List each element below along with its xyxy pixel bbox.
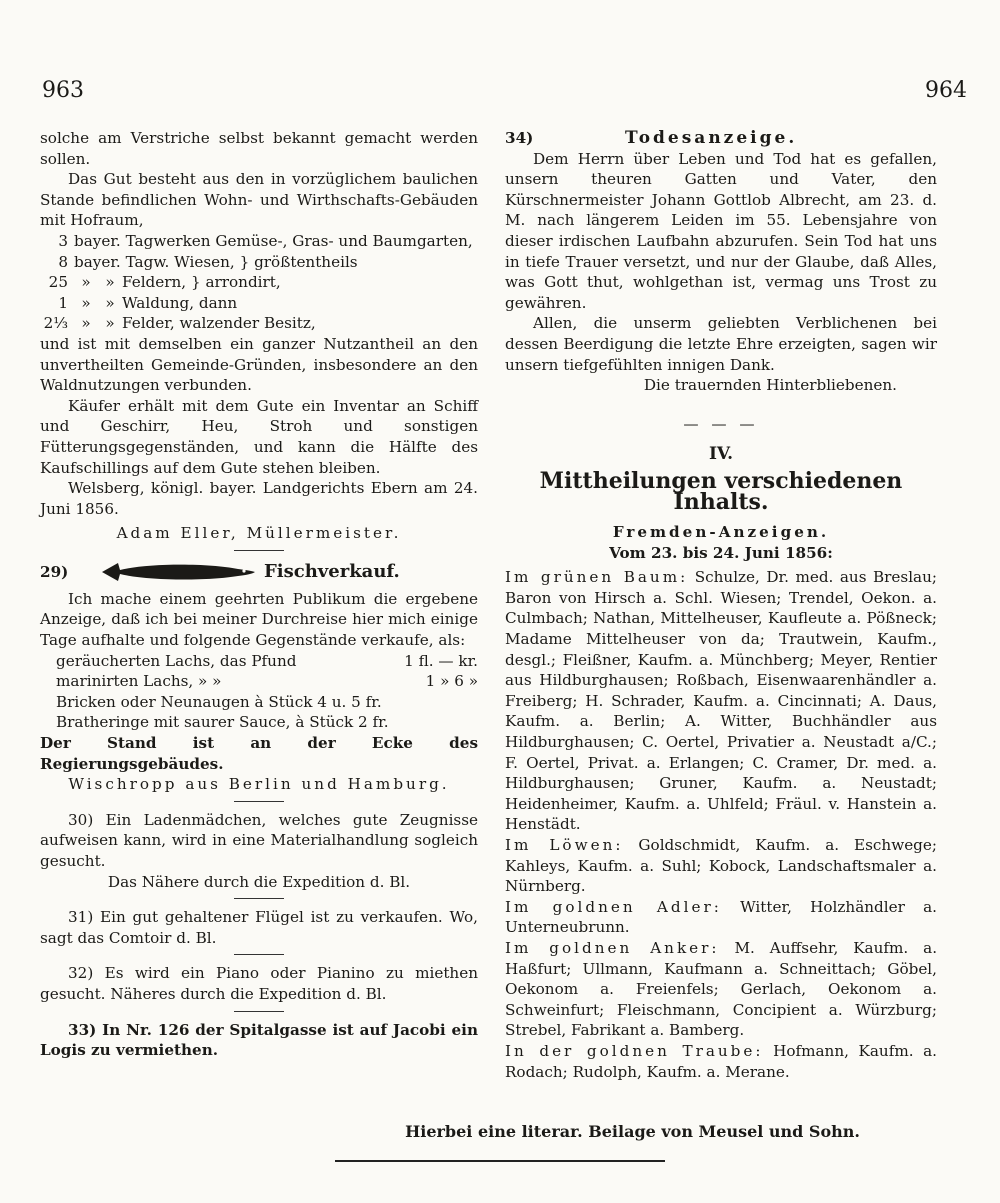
holding-row bbox=[40, 252, 478, 273]
divider bbox=[234, 954, 284, 955]
hotel-entry bbox=[505, 1041, 937, 1082]
ad-number: 34) bbox=[505, 129, 534, 147]
page-number-right: 964 bbox=[925, 78, 967, 103]
share-text: und ist mit demselben ein ganzer Nutzantheil an den unvertheilten Gemeinde-Gründen, insbesondere an den Waldnutzungen verbunden. bbox=[40, 334, 478, 395]
fish-seller: Wischropp aus Berlin und Hamburg. bbox=[68, 775, 450, 794]
divider bbox=[234, 1011, 284, 1012]
ad-33: 33) In Nr. 126 der Spitalgasse ist auf Jacobi ein Logis zu vermiethen. bbox=[40, 1020, 478, 1060]
fish-ad-header bbox=[40, 559, 478, 585]
price-row bbox=[56, 692, 478, 713]
price-item: Bratheringe mit saurer Sauce, à Stück 2 fr. bbox=[56, 713, 389, 732]
ditto-mark: » bbox=[81, 314, 91, 333]
holding-row bbox=[40, 313, 478, 334]
fish-icon bbox=[98, 559, 258, 585]
fish-ad-body: Ich mache einem geehrten Publikum die ergebene Anzeige, daß ich bei meiner Durchreise hier mich einige Tage aufhalte und folgende Gegenstände verkaufe, als: bbox=[40, 589, 478, 650]
death-notice-text: Dem Herrn über Leben und Tod hat es gefallen, unsern theuren Gatten und Vater, den Kürschnermeister Johann Gottlob Albrecht, am 23. d. M. nach längerem Leiden im 55. Lebensjahre von dieser irdischen Laufbahn abzurufen. Sein Tod hat uns in tiefe Trauer versetzt, und nur der Glaube, daß Alles, was Gott thut, wohlgethan ist, vermag uns Trost zu gewähren. bbox=[505, 149, 937, 312]
holding-qty: 2⅓ bbox=[43, 314, 68, 333]
fish-ad-title: Fischverkauf. bbox=[264, 560, 400, 582]
ad-32: 32) Es wird ein Piano oder Pianino zu miethen gesucht. Näheres durch die Expedition d. Bl. bbox=[40, 964, 478, 1003]
hotel-name: In der goldnen Traube: bbox=[505, 1041, 764, 1060]
holding-text: bayer. Tagw. Wiesen, } größtentheils bbox=[74, 252, 358, 271]
hotel-entry bbox=[505, 567, 937, 835]
price-row bbox=[56, 671, 478, 692]
ditto-mark: » bbox=[105, 293, 115, 312]
fish-price-list bbox=[40, 651, 478, 733]
fish-stand: Der Stand ist an der Ecke des Regierungsgebäudes. bbox=[40, 734, 478, 773]
holdings-list bbox=[40, 231, 478, 334]
holding-row bbox=[40, 293, 478, 314]
price-row bbox=[56, 712, 478, 733]
hotel-entry bbox=[505, 835, 937, 897]
ad-30: 30) Ein Ladenmädchen, welches gute Zeugnisse aufweisen kann, wird in eine Materialhandlung sogleich gesucht. bbox=[40, 810, 478, 870]
supplement-notice bbox=[0, 1122, 1000, 1141]
bottom-rule bbox=[335, 1160, 665, 1162]
signature: Adam Eller, Müllermeister. bbox=[116, 524, 402, 543]
hotel-name: Im Löwen: bbox=[505, 836, 624, 854]
section-divider: — — — bbox=[683, 414, 759, 433]
price-item: geräucherten Lachs, das Pfund bbox=[56, 651, 297, 670]
estate-description: Das Gut besteht aus den in vorzüglichem baulichen Stande befindlichen Wohn- und Wirthschafts-Gebäuden mit Hofraum, bbox=[40, 170, 478, 230]
price-value: 1 fl. — kr. bbox=[404, 651, 478, 670]
hotel-name: Im goldnen Adler: bbox=[505, 897, 722, 916]
ditto-mark: » bbox=[81, 273, 91, 292]
holding-text: Waldung, dann bbox=[122, 293, 238, 312]
holding-qty: 25 bbox=[48, 273, 68, 292]
hotel-name: Im goldnen Anker: bbox=[505, 938, 720, 957]
intro-text: solche am Verstriche selbst bekannt gemacht werden sollen. bbox=[40, 129, 478, 168]
price-row bbox=[56, 651, 478, 672]
holding-qty: 8 bbox=[58, 252, 68, 271]
hotel-name: Im grünen Baum: bbox=[505, 568, 689, 587]
holding-text: Felder, walzender Besitz, bbox=[122, 314, 316, 333]
divider bbox=[234, 898, 284, 899]
death-notice-header bbox=[505, 128, 937, 149]
supplement-text: Hierbei eine literar. Beilage von Meusel und Sohn. bbox=[405, 1122, 860, 1141]
hotel-guests: Goldschmidt, Kaufm. a. Eschwege; Kahleys, Kaufm. a. Suhl; Kobock, Landschaftsmaler a. Nürnberg. bbox=[505, 836, 938, 896]
ditto-mark: » bbox=[81, 293, 91, 312]
hotel-list bbox=[505, 567, 937, 1082]
hotel-entry bbox=[505, 897, 937, 938]
holding-text: bayer. Tagwerken Gemüse-, Gras- und Baumgarten, bbox=[74, 231, 473, 250]
section-number: IV. bbox=[708, 444, 734, 465]
divider bbox=[234, 550, 284, 551]
holding-row bbox=[40, 272, 478, 293]
price-value: 1 » 6 » bbox=[425, 672, 478, 691]
page-number-left: 963 bbox=[42, 78, 84, 103]
ad-30-note: Das Nähere durch die Expedition d. Bl. bbox=[107, 872, 411, 891]
hotel-guests: Schulze, Dr. med. aus Breslau; Baron von Hirsch a. Schl. Wiesen; Trendel, Oekon. a. Culmbach; Nathan, Mittelheuser, Kaufleute a. Pößneck; Madame Mittelheuser von da; Trautwein, Kaufm., desgl.; Fleißner, Kaufm. a. Münchberg; Meyer, Rentier aus Hildburghausen; Roßbach, Eisenwaarenhändler a. Freiberg; H. Schrader, Kaufm. a. Cincinnati; A. Daus, Kaufm. a. Berlin; A. Witter, Buchhändler aus Hildburghausen; C. Oertel, Privatier a. Neustadt a/C.; F. Oertel, Privat. a. Erlangen; C. Cramer, Dr. med. a. Hildburghausen; Gruner, Kaufm. a. Neustadt; Heidenheimer, Kaufm. a. Uhlfeld; Fräul. v. Hanstein a. Henstädt. bbox=[505, 568, 938, 834]
ditto-mark: » bbox=[105, 273, 115, 292]
hotel-entry bbox=[505, 938, 937, 1041]
price-item: marinirten Lachs, » » bbox=[56, 672, 222, 691]
ad-number: 29) bbox=[40, 562, 69, 581]
hotel-guests: M. Auffsehr, Kaufm. a. Haßfurt; Ullmann, Kaufmann a. Schneittach; Göbel, Oekonom a. Freienfels; Gerlach, Oekonom a. Schweinfurt; Fleischmann, Concipient a. Würzburg; Strebel, Fabrikant a. Bamberg. bbox=[505, 938, 938, 1040]
holding-row bbox=[40, 231, 478, 252]
holding-qty: 1 bbox=[58, 293, 68, 312]
holding-qty: 3 bbox=[58, 231, 68, 250]
death-notice-title: Todesanzeige. bbox=[625, 128, 798, 148]
ditto-mark: » bbox=[105, 314, 115, 333]
hotel-guests: Witter, Holzhändler a. Unterneubrunn. bbox=[505, 897, 937, 937]
holding-text: Feldern, } arrondirt, bbox=[122, 273, 281, 292]
left-column bbox=[40, 128, 478, 1061]
inventory-text: Käufer erhält mit dem Gute ein Inventar an Schiff und Geschirr, Heu, Stroh und sonstigen Fütterungsgegenständen, und kann die Hälfte des Kaufschillings auf dem Gute stehen bleiben. bbox=[40, 396, 478, 477]
price-item: Bricken oder Neunaugen à Stück 4 u. 5 fr. bbox=[56, 692, 382, 711]
death-notice-signature: Die trauernden Hinterbliebenen. bbox=[643, 376, 897, 395]
death-notice-thanks: Allen, die unserm geliebten Verblichenen bei dessen Beerdigung die letzte Ehre erzeigten, sagen wir unsern tiefgefühlten innigen Dank. bbox=[505, 314, 937, 374]
right-column bbox=[505, 128, 937, 1082]
hotel-guests: Hofmann, Kaufm. a. Rodach; Rudolph, Kaufm. a. Merane. bbox=[505, 1041, 937, 1081]
place-date: Welsberg, königl. bayer. Landgerichts Ebern am 24. Juni 1856. bbox=[40, 479, 478, 518]
divider bbox=[234, 801, 284, 802]
visitors-title: Fremden-Anzeigen. bbox=[612, 523, 830, 542]
ad-31: 31) Ein gut gehaltener Flügel ist zu verkaufen. Wo, sagt das Comtoir d. Bl. bbox=[40, 908, 478, 947]
section-title: Mittheilungen verschiedenen Inhalts. bbox=[539, 467, 903, 515]
visitors-date: Vom 23. bis 24. Juni 1856: bbox=[609, 543, 833, 562]
